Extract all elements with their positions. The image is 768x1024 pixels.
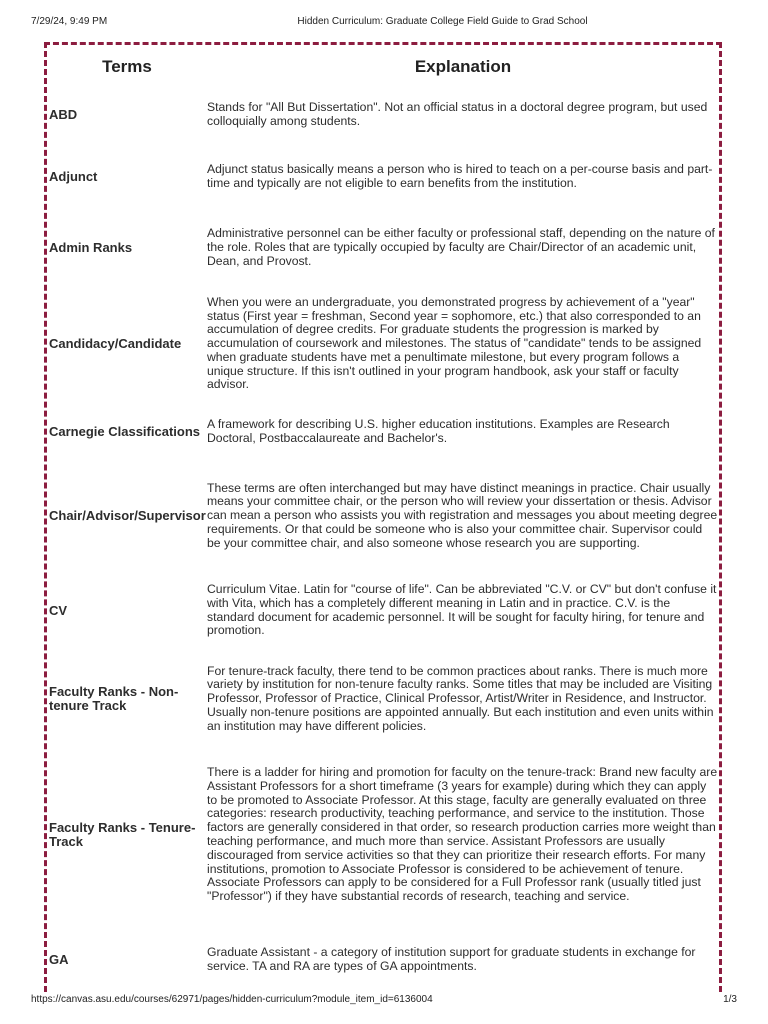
term-cell: Chair/Advisor/Supervisor	[49, 508, 206, 523]
page-number: 1/3	[723, 994, 737, 1005]
term-cell: Faculty Ranks - Non-tenure Track	[49, 684, 179, 713]
table-row	[47, 147, 719, 207]
table-row	[47, 745, 719, 925]
table-row	[47, 207, 719, 289]
table-row	[47, 568, 719, 653]
print-header	[0, 16, 768, 30]
table-header-row	[47, 52, 719, 82]
explanation-cell: Adjunct status basically means a person who is hired to teach on a per-course basis and part-time and typically are not eligible to earn benefits from the institution.	[207, 162, 713, 190]
explanation-cell: Stands for "All But Dissertation". Not an official status in a doctoral degree program, but used colloquially among students.	[207, 99, 708, 128]
term-cell: CV	[49, 602, 68, 618]
table-row	[47, 464, 719, 568]
table-row	[47, 82, 719, 147]
table-row	[47, 399, 719, 464]
header-explanation: Explanation	[414, 57, 512, 76]
term-cell: GA	[49, 952, 69, 967]
term-cell: Adjunct	[49, 169, 98, 184]
explanation-cell: These terms are often interchanged but may have distinct meanings in practice. Chair usually means your committee chair, or the person who will review your dissertation or thesis. Advisor can mean a person who assists you with registration and messages you about meeting degree requirements. Or that could be someone who is also your committee chair. Supervisor could be your committee chair, and also someone whose research you are supporting.	[207, 480, 718, 550]
print-date: 7/29/24, 9:49 PM	[31, 16, 108, 27]
header-terms: Terms	[102, 57, 152, 76]
print-page-title: Hidden Curriculum: Graduate College Field Guide to Grad School	[297, 16, 588, 27]
explanation-cell: Administrative personnel can be either faculty or professional staff, depending on the nature of the role. Roles that are typically occupied by faculty are Chair/Director of an academic unit, Dean, and Provost.	[207, 226, 715, 268]
term-cell: ABD	[49, 106, 78, 122]
print-footer	[0, 994, 768, 1008]
table-row	[47, 925, 719, 995]
explanation-cell: A framework for describing U.S. higher education institutions. Examples are Research Doctoral, Postbaccalaureate and Bachelor's.	[207, 416, 670, 445]
explanation-cell: Graduate Assistant - a category of institution support for graduate students in exchange for service. TA and RA are types of GA appointments.	[207, 945, 696, 973]
page-url: https://canvas.asu.edu/courses/62971/pages/hidden-curriculum?module_item_id=6136004	[31, 994, 433, 1005]
hidden-curriculum-table	[47, 52, 719, 995]
explanation-cell: When you were an undergraduate, you demonstrated progress by achievement of a "year" status (First year = freshman, Second year = sophomore, etc.) that also corresponded to an accumulation of degree credits. For graduate students the progression is marked by accumulation of coursework and milestones. The status of "candidate" tends to be assigned when graduate students have met a penultimate milestone, but every program follows a unique structure. If this isn't outlined in your program handbook, ask your staff or faculty advisor.	[207, 294, 702, 392]
explanation-cell: Curriculum Vitae. Latin for "course of life". Can be abbreviated "C.V. or CV" but don't confuse it with Vita, which has a completely different meaning in Latin and in practice. C.V. is the standard document for academic personnel. It will be sought for faculty hiring, for tenure and promotion.	[207, 581, 717, 638]
table-row	[47, 653, 719, 745]
explanation-cell: There is a ladder for hiring and promotion for faculty on the tenure-track: Brand new faculty are Assistant Professors for a short timeframe (3 years for example) during which they can apply to be promoted to Associate Professor. At this stage, faculty are generally evaluated on three categories: research productivity, teaching performance, and service to the institution. Those factors are generally considered in that order, so research production carries more weight than teaching performance, and much more than service. Assistant Professors are usually discouraged from service activities so that they can prioritize their research efforts. For many institutions, promotion to Associate Professor is considered to be achievement of tenure. Associate Professors can apply to be considered for a Full Professor rank (usually titled just "Professor") if they have substantial records of research, teaching and service.	[207, 765, 718, 904]
table-row	[47, 289, 719, 399]
term-cell: Faculty Ranks - Tenure-Track	[49, 820, 196, 849]
explanation-cell: For tenure-track faculty, there tend to be common practices about ranks. There is much more variety by institution for non-tenure faculty ranks. Some titles that may be included are Visiting Professor, Professor of Practice, Clinical Professor, Artist/Writer in Residence, and Instructor. Usually non-tenure positions are appointed annually. But each institution and even units within an institution may have different policies.	[207, 663, 714, 733]
term-cell: Candidacy/Candidate	[49, 336, 182, 351]
term-cell: Carnegie Classifications	[49, 423, 200, 439]
term-cell: Admin Ranks	[49, 240, 133, 255]
